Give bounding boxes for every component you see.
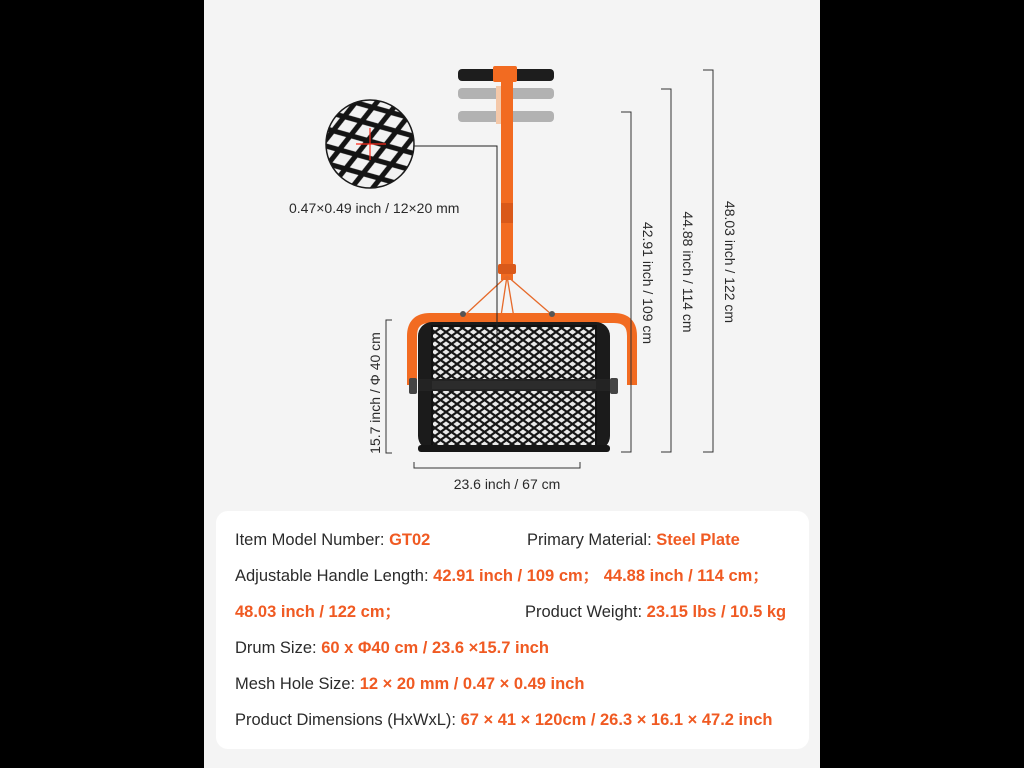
spec-weight-label: Product Weight: (525, 603, 647, 621)
spec-card (216, 511, 809, 749)
spec-weight-row (525, 600, 786, 624)
mesh-hole-label: 0.47×0.49 inch / 12×20 mm (289, 200, 460, 216)
spec-dimensions-value: 67 × 41 × 120cm / 26.3 × 16.1 × 47.2 inch (460, 711, 773, 729)
height-label-2: 44.88 inch / 114 cm (680, 211, 696, 333)
height-dimension-lines (621, 70, 713, 452)
spec-handle-values: 42.91 inch / 109 cm； 44.88 inch / 114 cm； (433, 567, 769, 585)
spec-material-value: Steel Plate (656, 531, 740, 549)
spec-handle-row-2 (235, 600, 401, 624)
drum-diameter-line (386, 320, 392, 453)
spec-drum-row (235, 636, 549, 660)
spec-model-label: Item Model Number: (235, 531, 390, 549)
drum (409, 322, 618, 452)
product-image-panel (204, 0, 820, 768)
handle-shaft (501, 80, 513, 280)
height-label-3: 48.03 inch / 122 cm (722, 200, 738, 324)
height-label-1: 42.91 inch / 109 cm (640, 221, 656, 345)
spec-handle-row (235, 564, 769, 588)
spec-weight-value: 23.15 lbs / 10.5 kg (646, 603, 787, 621)
spec-mesh-label: Mesh Hole Size: (235, 675, 360, 693)
spec-material-row (527, 528, 740, 552)
spec-handle-values-2: 48.03 inch / 122 cm； (235, 603, 402, 621)
spec-mesh-value: 12 × 20 mm / 0.47 × 0.49 inch (359, 675, 585, 693)
spec-drum-label: Drum Size: (235, 639, 322, 657)
spec-handle-label: Adjustable Handle Length: (235, 567, 434, 585)
spec-model-value: GT02 (389, 531, 431, 549)
spec-material-label: Primary Material: (527, 531, 657, 549)
spec-mesh-row (235, 672, 584, 696)
drum-width-label: 23.6 inch / 67 cm (453, 476, 561, 492)
spec-drum-value: 60 x Φ40 cm / 23.6 ×15.7 inch (321, 639, 549, 657)
spec-dimensions-label: Product Dimensions (HxWxL): (235, 711, 461, 729)
drum-width-line (414, 462, 580, 468)
drum-diameter-label: 15.7 inch / Φ 40 cm (367, 332, 383, 454)
spec-model-row (235, 528, 430, 552)
product-diagram (204, 0, 820, 510)
spec-dimensions-row (235, 708, 772, 732)
handle-grip (458, 66, 554, 82)
